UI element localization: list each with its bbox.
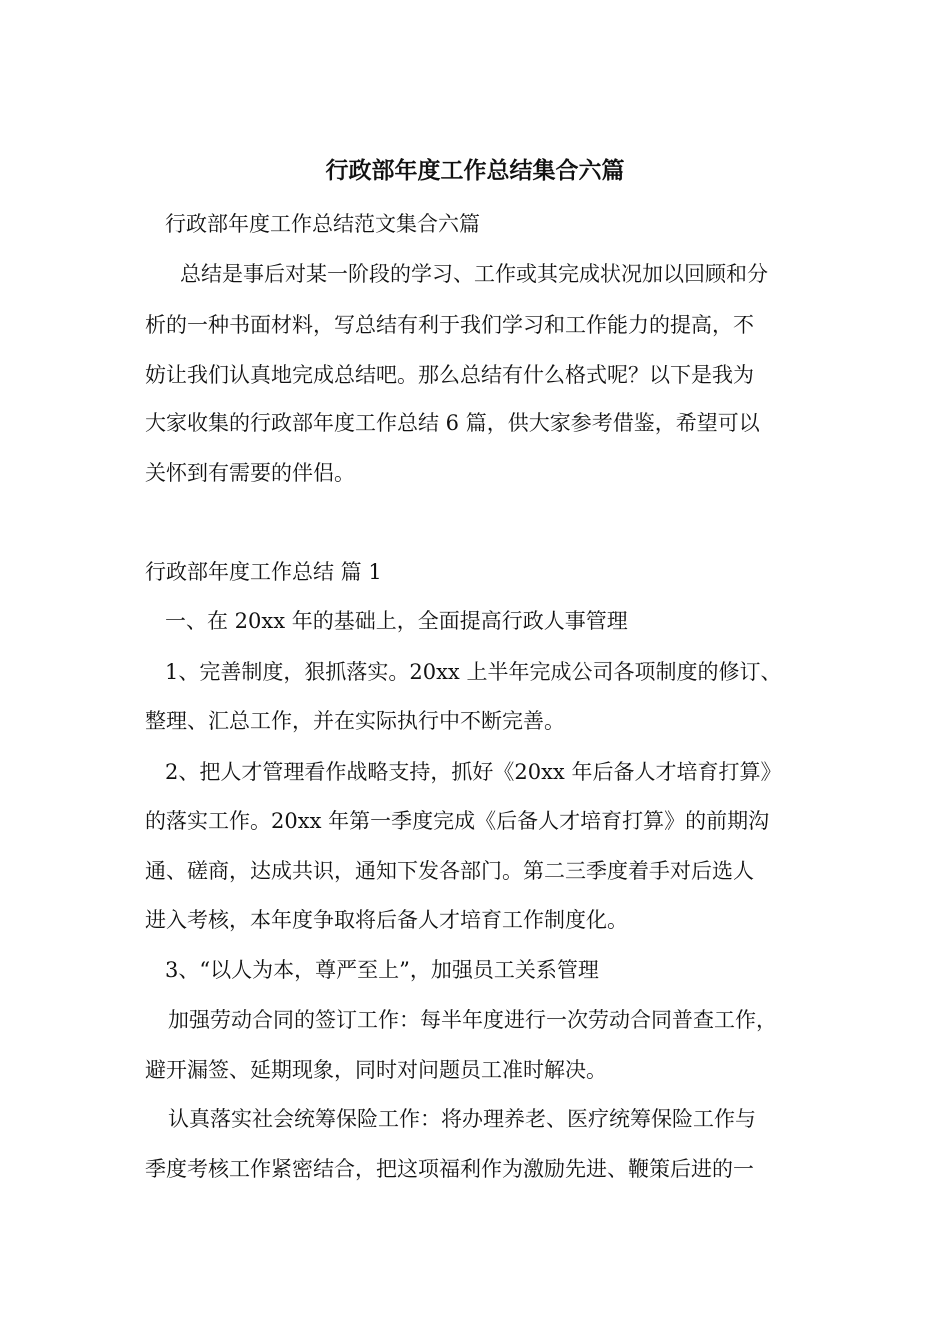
body-line-2: 1、完善制度，狠抓落实。20xx 上半年完成公司各项制度的修订、 bbox=[165, 660, 782, 684]
body-line-12: 季度考核工作紧密结合，把这项福利作为激励先进、鞭策后进的一 bbox=[145, 1157, 754, 1181]
document-title: 行政部年度工作总结集合六篇 bbox=[325, 157, 625, 184]
body-line-5: 的落实工作。20xx 年第一季度完成《后备人才培育打算》的前期沟 bbox=[145, 809, 770, 833]
intro-line-5: 关怀到有需要的伴侣。 bbox=[145, 461, 355, 485]
intro-line-1: 总结是事后对某一阶段的学习、工作或其完成状况加以回顾和分 bbox=[180, 262, 768, 286]
body-line-7: 进入考核，本年度争取将后备人才培育工作制度化。 bbox=[145, 908, 628, 932]
intro-line-3: 妨让我们认真地完成总结吧。那么总结有什么格式呢？以下是我为 bbox=[145, 363, 754, 387]
body-line-4: 2、把人才管理看作战略支持，抓好《20xx 年后备人才培育打算》 bbox=[165, 760, 782, 784]
section-heading: 行政部年度工作总结 篇 1 bbox=[145, 560, 382, 584]
document-subtitle: 行政部年度工作总结范文集合六篇 bbox=[165, 212, 480, 236]
body-line-11: 认真落实社会统筹保险工作：将办理养老、医疗统筹保险工作与 bbox=[168, 1107, 756, 1131]
intro-line-2: 析的一种书面材料，写总结有利于我们学习和工作能力的提高，不 bbox=[145, 313, 754, 337]
body-line-3: 整理、汇总工作，并在实际执行中不断完善。 bbox=[145, 709, 565, 733]
body-line-10: 避开漏签、延期现象，同时对问题员工准时解决。 bbox=[145, 1058, 607, 1082]
body-line-9: 加强劳动合同的签订工作：每半年度进行一次劳动合同普查工作， bbox=[168, 1008, 777, 1032]
body-line-8: 3、“以人为本，尊严至上”，加强员工关系管理 bbox=[165, 958, 599, 982]
intro-line-4: 大家收集的行政部年度工作总结 6 篇，供大家参考借鉴，希望可以 bbox=[145, 411, 760, 435]
body-line-1: 一、在 20xx 年的基础上，全面提高行政人事管理 bbox=[165, 609, 628, 633]
body-line-6: 通、磋商，达成共识，通知下发各部门。第二三季度着手对后选人 bbox=[145, 859, 754, 883]
